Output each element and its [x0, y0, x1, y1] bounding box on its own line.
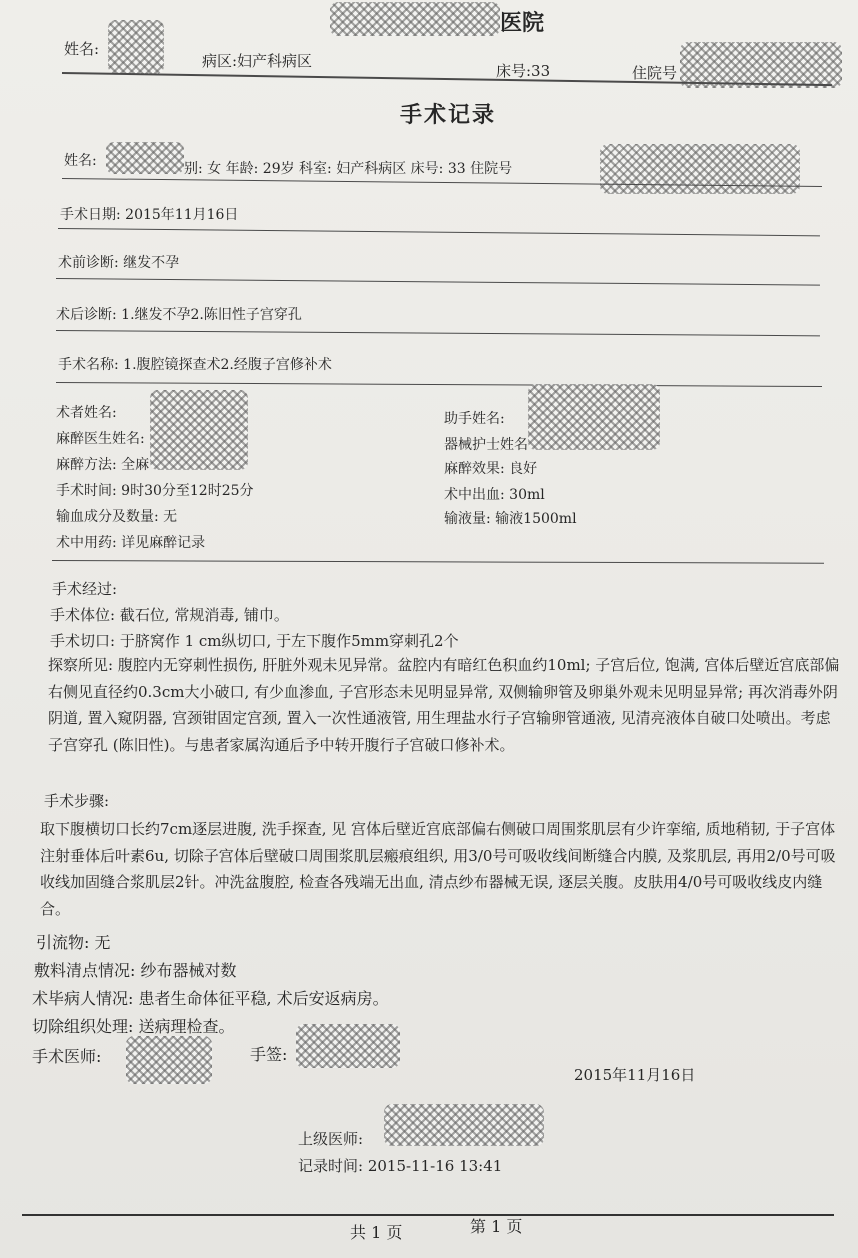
header-name-label: 姓名: — [64, 40, 100, 58]
scrub-nurse-name-label: 器械护士姓名 — [444, 437, 528, 453]
surgery-name: 手术名称: 1.腹腔镜探查术2.经腹子宫修补术 — [58, 357, 332, 373]
rule-2 — [58, 228, 820, 236]
rule-3 — [56, 278, 820, 286]
surgery-date: 手术日期: 2015年11月16日 — [60, 207, 239, 223]
header-ward: 病区:妇产科病区 — [202, 52, 313, 70]
anesthetist-name-label: 麻醉医生姓名: — [56, 431, 145, 447]
redacted-surgeon-signature — [126, 1036, 212, 1084]
hospital-name-suffix: 医院 — [500, 10, 545, 36]
exploration-findings: 探察所见: 腹腔内无穿刺性损伤, 肝脏外观未见异常。盆腔内有暗红色积血约10ml; 子宫后位, 饱满, 宫体后壁近宫底部偏右侧见直径约0.3cm大小破口, 有少血渗血, 子宫形态未见明显异常, 双侧输卵管及卵巢外观未见明显异常; 再次消毒外阴阴道, 置入窥阴器, 宫颈钳固定宫颈, 置入一次性通液管, 用生理盐水行子宫输卵管通液, 见清亮液体自破口处喷出。考虑子宫穿孔 (陈旧性)。与患者家属沟通后予中转开腹行子宫破口修补术。 — [48, 656, 840, 754]
footer-rule — [22, 1214, 834, 1216]
blood-loss: 术中出血: 30ml — [444, 487, 545, 503]
postop-diagnosis: 术后诊断: 1.继发不孕2.陈旧性子宫穿孔 — [56, 307, 302, 323]
redacted-senior-physician — [384, 1104, 544, 1146]
senior-physician-label: 上级医师: — [298, 1130, 364, 1148]
patient-status: 术毕病人情况: 患者生命体征平稳, 术后安返病房。 — [32, 989, 389, 1008]
total-pages: 共 1 页 — [350, 1223, 403, 1242]
assistant-name-label: 助手姓名: — [444, 411, 505, 427]
anesthesia-effect: 麻醉效果: 良好 — [444, 461, 538, 477]
surgical-steps: 取下腹横切口长约7cm逐层进腹, 洗手探查, 见 宫体后壁近宫底部偏右侧破口周围浆肌层有少许挛缩, 质地稍韧, 于子宫体注射垂体后叶素6u, 切除子宫体后壁破口周围浆肌层瘢痕组织, 用3/0号可吸收线间断缝合内膜, 及浆肌层, 再用2/0号可吸收线加固缝合浆肌层2针。冲洗盆腹腔, 检查各残端无出血, 清点纱布器械无误, 逐层关腹。皮肤用4/0号可吸收线皮内缝合。 — [40, 820, 836, 918]
document-title: 手术记录 — [400, 102, 497, 128]
rule-6 — [52, 560, 824, 564]
redacted-hospital-name — [330, 2, 500, 36]
surgeon-signature-label: 手术医师: — [32, 1047, 102, 1066]
redacted-surgeon-names — [150, 390, 248, 470]
rule-5 — [56, 382, 822, 387]
signature-date: 2015年11月16日 — [574, 1066, 696, 1084]
process-heading: 手术经过: — [52, 580, 118, 598]
redacted-inpatient-no-2 — [600, 144, 800, 194]
transfusion: 输血成分及数量: 无 — [56, 509, 178, 525]
surgeon-name-label: 术者姓名: — [56, 405, 117, 421]
header-inpatient-no-label: 住院号 — [632, 64, 678, 82]
rule-4 — [56, 330, 820, 336]
surgical-position: 手术体位: 截石位, 常规消毒, 铺巾。 — [50, 606, 289, 624]
page-number: 第 1 页 — [470, 1217, 523, 1236]
patient-info-line: 别: 女 年龄: 29岁 科室: 妇产科病区 床号: 33 住院号 — [184, 161, 513, 177]
redacted-patient-name-2 — [106, 142, 184, 174]
tissue-handling: 切除组织处理: 送病理检查。 — [32, 1017, 235, 1036]
redacted-patient-name — [108, 20, 164, 74]
hand-signature-label: 手签: — [250, 1045, 288, 1064]
preop-diagnosis: 术前诊断: 继发不孕 — [58, 255, 180, 271]
record-time: 记录时间: 2015-11-16 13:41 — [298, 1157, 503, 1175]
dressing-count: 敷料清点情况: 纱布器械对数 — [34, 961, 237, 980]
patient-name-label: 姓名: — [64, 153, 97, 169]
intraop-medication: 术中用药: 详见麻醉记录 — [56, 535, 206, 551]
header-bed: 床号:33 — [496, 62, 551, 80]
surgical-incision: 手术切口: 于脐窝作 1 cm纵切口, 于左下腹作5mm穿刺孔2个 — [50, 632, 459, 650]
anesthesia-method: 麻醉方法: 全麻 — [56, 457, 150, 473]
surgery-time: 手术时间: 9时30分至12时25分 — [56, 483, 254, 499]
infusion-volume: 输液量: 输液1500ml — [444, 511, 577, 527]
redacted-hand-signature — [296, 1024, 400, 1068]
redacted-assistant-names — [528, 384, 660, 450]
steps-heading: 手术步骤: — [44, 792, 110, 810]
drainage: 引流物: 无 — [36, 933, 111, 952]
